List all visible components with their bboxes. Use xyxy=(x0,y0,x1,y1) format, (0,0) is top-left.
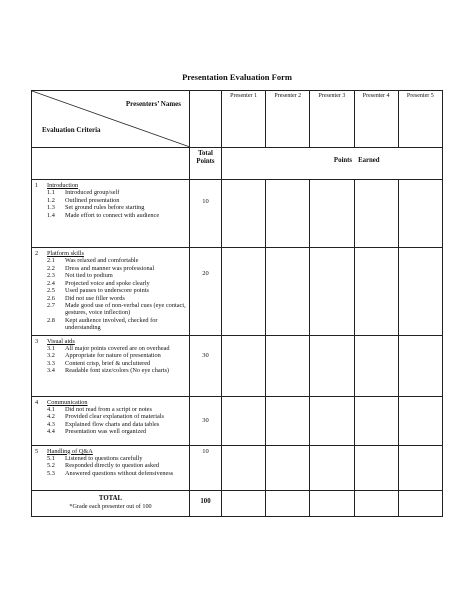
presenter-score-cell[interactable] xyxy=(398,248,442,336)
presenter-score-cell[interactable] xyxy=(354,335,398,396)
criteria-item-number: 2.6 xyxy=(47,294,55,302)
section-number: 3 xyxy=(35,337,39,345)
criteria-item-text: Not tied to podium xyxy=(65,272,113,280)
section-heading xyxy=(35,182,186,189)
section-number: 2 xyxy=(35,250,39,257)
section-title: Platform skills xyxy=(47,250,84,257)
presenter-score-cell[interactable] xyxy=(354,445,398,490)
header-diagonal-cell xyxy=(32,91,190,148)
criteria-item xyxy=(35,317,186,332)
criteria-item-text: Did not read from a script or notes xyxy=(65,406,152,414)
criteria-item xyxy=(35,360,186,367)
criteria-item xyxy=(35,345,186,352)
presenter-score-cell[interactable] xyxy=(310,396,354,445)
criteria-item-number: 3.4 xyxy=(47,367,55,375)
total-points-header: Total Points xyxy=(190,148,222,180)
criteria-item-number: 1.1 xyxy=(47,189,55,197)
presenter-1-header: Presenter 1 xyxy=(222,91,266,148)
presenter-score-cell[interactable] xyxy=(222,248,266,336)
section-heading xyxy=(35,399,186,406)
criteria-item-number: 4.3 xyxy=(47,420,55,428)
subheader-presenter-5 xyxy=(398,148,442,180)
presenter-score-cell[interactable] xyxy=(310,335,354,396)
criteria-cell xyxy=(32,180,190,248)
criteria-item-text: Answered questions without defensiveness xyxy=(65,469,174,477)
section-row xyxy=(32,445,443,490)
criteria-item-text: Kept audience involved, checked for understanding xyxy=(65,316,158,332)
presenter-score-cell[interactable] xyxy=(222,335,266,396)
presenter-total-cell[interactable] xyxy=(222,490,266,516)
criteria-item-text: Explained flow charts and data tables xyxy=(65,420,160,428)
section-number: 1 xyxy=(35,182,39,189)
criteria-item xyxy=(35,352,186,359)
criteria-item xyxy=(35,455,186,462)
subheader-presenter-2 xyxy=(266,148,310,180)
presenter-score-cell[interactable] xyxy=(310,180,354,248)
criteria-item xyxy=(35,257,186,264)
criteria-item xyxy=(35,462,186,469)
criteria-item-text: Provided clear explanation of materials xyxy=(65,413,164,421)
presenter-4-header: Presenter 4 xyxy=(354,91,398,148)
criteria-item-text: Introduced group/self xyxy=(65,189,120,197)
presenter-score-cell[interactable] xyxy=(266,248,310,336)
presenter-score-cell[interactable] xyxy=(266,335,310,396)
criteria-item-text: Appropriate for nature of presentation xyxy=(65,352,161,360)
presenter-total-cell[interactable] xyxy=(310,490,354,516)
section-points: 30 xyxy=(190,335,222,396)
criteria-item xyxy=(35,302,186,317)
presenter-score-cell[interactable] xyxy=(266,445,310,490)
presenter-score-cell[interactable] xyxy=(222,445,266,490)
header-blank-cell xyxy=(190,91,222,148)
criteria-item-number: 2.8 xyxy=(47,316,55,324)
criteria-item xyxy=(35,287,186,294)
criteria-item xyxy=(35,421,186,428)
section-row xyxy=(32,180,443,248)
section-number: 5 xyxy=(35,447,39,455)
criteria-item xyxy=(35,295,186,302)
criteria-item-text: Responded directly to question asked xyxy=(65,462,160,470)
criteria-item-number: 1.3 xyxy=(47,204,55,212)
criteria-item-text: Listened to questions carefully xyxy=(65,455,143,463)
criteria-item-number: 2.4 xyxy=(47,279,55,287)
criteria-item xyxy=(35,470,186,477)
total-points-value: 100 xyxy=(190,490,222,516)
criteria-item xyxy=(35,189,186,196)
criteria-item xyxy=(35,280,186,287)
criteria-item-text: Presentation was well organized xyxy=(65,428,147,436)
section-title: Communication xyxy=(47,398,88,406)
criteria-item xyxy=(35,406,186,413)
criteria-item xyxy=(35,428,186,435)
presenter-total-cell[interactable] xyxy=(266,490,310,516)
presenter-score-cell[interactable] xyxy=(310,248,354,336)
grading-note: *Grade each presenter out of 100 xyxy=(69,502,152,510)
criteria-item-number: 3.1 xyxy=(47,345,55,353)
criteria-item-number: 4.2 xyxy=(47,413,55,421)
criteria-item-number: 3.2 xyxy=(47,352,55,360)
subheader-presenter-1 xyxy=(222,148,266,180)
criteria-item-number: 2.5 xyxy=(47,287,55,295)
presenter-5-header: Presenter 5 xyxy=(398,91,442,148)
criteria-item-number: 5.2 xyxy=(47,462,55,470)
criteria-item xyxy=(35,204,186,211)
subheader-row xyxy=(32,148,443,180)
criteria-item-number: 4.4 xyxy=(47,428,55,436)
presenter-score-cell[interactable] xyxy=(354,180,398,248)
criteria-item-text: Made good use of non-verbal cues (eye contact, gestures, voice inflection) xyxy=(65,301,186,317)
section-points: 20 xyxy=(190,248,222,336)
presenter-score-cell[interactable] xyxy=(398,445,442,490)
criteria-item-number: 2.7 xyxy=(47,301,55,309)
criteria-item-number: 2.1 xyxy=(47,257,55,265)
section-heading xyxy=(35,338,186,345)
criteria-cell xyxy=(32,248,190,336)
criteria-cell xyxy=(32,396,190,445)
presenter-score-cell[interactable] xyxy=(398,180,442,248)
section-row xyxy=(32,396,443,445)
subheader-blank-cell xyxy=(32,148,190,180)
criteria-item-text: Readable font size/colors (No eye charts) xyxy=(65,367,170,375)
criteria-item-text: Made effort to connect with audience xyxy=(65,211,160,219)
criteria-cell xyxy=(32,335,190,396)
points-label: Points xyxy=(310,148,354,180)
presenter-score-cell[interactable] xyxy=(398,335,442,396)
presenter-score-cell[interactable] xyxy=(222,396,266,445)
presenter-score-cell[interactable] xyxy=(354,248,398,336)
presenter-score-cell[interactable] xyxy=(354,396,398,445)
criteria-item xyxy=(35,272,186,279)
section-row xyxy=(32,248,443,336)
earned-label: Earned xyxy=(354,148,398,180)
section-points: 10 xyxy=(190,445,222,490)
criteria-item-number: 5.3 xyxy=(47,469,55,477)
presenter-score-cell[interactable] xyxy=(266,180,310,248)
criteria-item-text: Set ground rules before starting xyxy=(65,204,145,212)
section-heading xyxy=(35,448,186,455)
criteria-item xyxy=(35,265,186,272)
criteria-item xyxy=(35,197,186,204)
section-points: 30 xyxy=(190,396,222,445)
presenter-total-cell[interactable] xyxy=(398,490,442,516)
criteria-item xyxy=(35,367,186,374)
section-title: Handling of Q&A xyxy=(47,447,93,455)
criteria-item xyxy=(35,212,186,219)
criteria-cell xyxy=(32,445,190,490)
presenters-names-label: Presenters’ Names xyxy=(125,100,181,108)
criteria-item-number: 3.3 xyxy=(47,359,55,367)
criteria-item-number: 5.1 xyxy=(47,455,55,463)
presenter-3-header: Presenter 3 xyxy=(310,91,354,148)
presenter-total-cell[interactable] xyxy=(354,490,398,516)
presenter-score-cell[interactable] xyxy=(222,180,266,248)
criteria-item-text: Was relaxed and comfortable xyxy=(65,257,139,265)
criteria-item-text: All major points covered are on overhead xyxy=(65,345,170,353)
criteria-item-text: Projected voice and spoke clearly xyxy=(65,279,150,287)
section-row xyxy=(32,335,443,396)
total-row xyxy=(32,490,443,516)
presenter-2-header: Presenter 2 xyxy=(266,91,310,148)
criteria-item-number: 1.4 xyxy=(47,211,55,219)
presenter-score-cell[interactable] xyxy=(266,396,310,445)
form-title: Presentation Evaluation Form xyxy=(182,72,292,82)
criteria-item-text: Did not use filler words xyxy=(65,294,125,302)
criteria-item-number: 1.2 xyxy=(47,196,55,204)
criteria-item-number: 2.3 xyxy=(47,272,55,280)
total-label-cell xyxy=(32,490,190,516)
criteria-item-number: 4.1 xyxy=(47,406,55,414)
total-label: TOTAL xyxy=(98,494,123,502)
section-heading xyxy=(35,250,186,257)
criteria-item-text: Outlined presentation xyxy=(65,196,120,204)
header-row xyxy=(32,91,443,148)
section-points: 10 xyxy=(190,180,222,248)
criteria-item-number: 2.2 xyxy=(47,264,55,272)
section-number: 4 xyxy=(35,398,39,406)
evaluation-criteria-label: Evaluation Criteria xyxy=(42,125,101,134)
presenter-score-cell[interactable] xyxy=(310,445,354,490)
section-title: Visual aids xyxy=(47,337,75,345)
criteria-item-text: Used pauses to underscore points xyxy=(65,287,149,295)
criteria-item-text: Content crisp, brief & uncluttered xyxy=(65,359,151,367)
criteria-item-text: Dress and manner was professional xyxy=(65,264,155,272)
evaluation-table xyxy=(31,90,443,517)
presenter-score-cell[interactable] xyxy=(398,396,442,445)
section-title: Introduction xyxy=(47,182,79,189)
criteria-item xyxy=(35,413,186,420)
